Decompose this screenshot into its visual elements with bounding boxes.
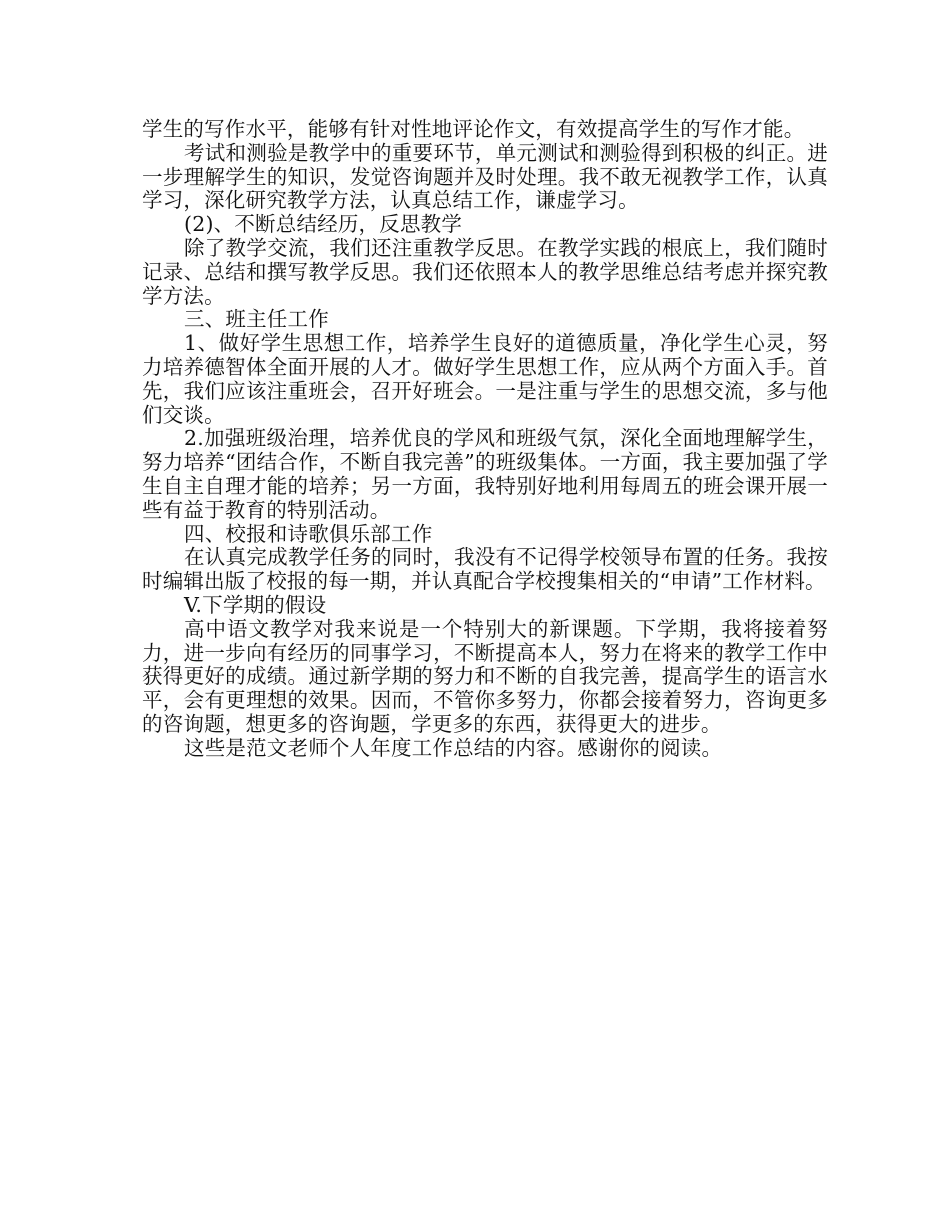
heading-reflection: (2)、不断总结经历，反思教学 [184, 212, 463, 237]
heading-school-newspaper: 四、校报和诗歌俱乐部工作 [184, 521, 433, 546]
paragraph-exams: 考试和测验是教学中的重要环节，单元测试和测验得到积极的纠正。进一步理解学生的知识，发觉咨询题并及时处理。我不敢无视教学工作，认真学习，深化研究教学方法，认真总结工作，谦虚学习。 [142, 140, 828, 213]
document-page [142, 118, 828, 761]
paragraph-continuation: 学生的写作水平，能够有针对性地评论作文，有效提高学生的写作才能。 [142, 117, 805, 141]
paragraph-reflection: 除了教学交流，我们还注重教学反思。在教学实践的根底上，我们随时记录、总结和撰写教学反思。我们还依照本人的教学思维总结考虑并探究教学方法。 [142, 235, 828, 308]
paragraph-next-semester: 高中语文教学对我来说是一个特别大的新课题。下学期，我将接着努力，进一步向有经历的同事学习，不断提高本人，努力在将来的教学工作中获得更好的成绩。通过新学期的努力和不断的自我完善，提高学生的语言水平，会有更理想的效果。因而，不管你多努力，你都会接着努力，咨询更多的咨询题，想更多的咨询题，学更多的东西，获得更大的进步。 [142, 616, 828, 736]
paragraph-school-newspaper: 在认真完成教学任务的同时，我没有不记得学校领导布置的任务。我按时编辑出版了校报的每一期，并认真配合学校搜集相关的“申请”工作材料。 [142, 545, 828, 594]
heading-head-teacher: 三、班主任工作 [184, 307, 329, 332]
paragraph-class-management: 2.加强班级治理，培养优良的学风和班级气氛，深化全面地理解学生，努力培养“团结合作，不断自我完善”的班级集体。一方面，我主要加强了学生自主自理才能的培养；另一方面，我特别好地利用每周五的班会课开展一些有益于教育的特别活动。 [142, 426, 828, 522]
heading-next-semester: V.下学期的假设 [184, 592, 327, 617]
paragraph-student-thought: 1、做好学生思想工作，培养学生良好的道德质量，净化学生心灵，努力培养德智体全面开展的人才。做好学生思想工作，应从两个方面入手。首先，我们应该注重班会，召开好班会。一是注重与学生的思想交流，多与他们交谈。 [142, 331, 828, 427]
paragraph-closing: 这些是范文老师个人年度工作总结的内容。感谢你的阅读。 [184, 735, 723, 760]
